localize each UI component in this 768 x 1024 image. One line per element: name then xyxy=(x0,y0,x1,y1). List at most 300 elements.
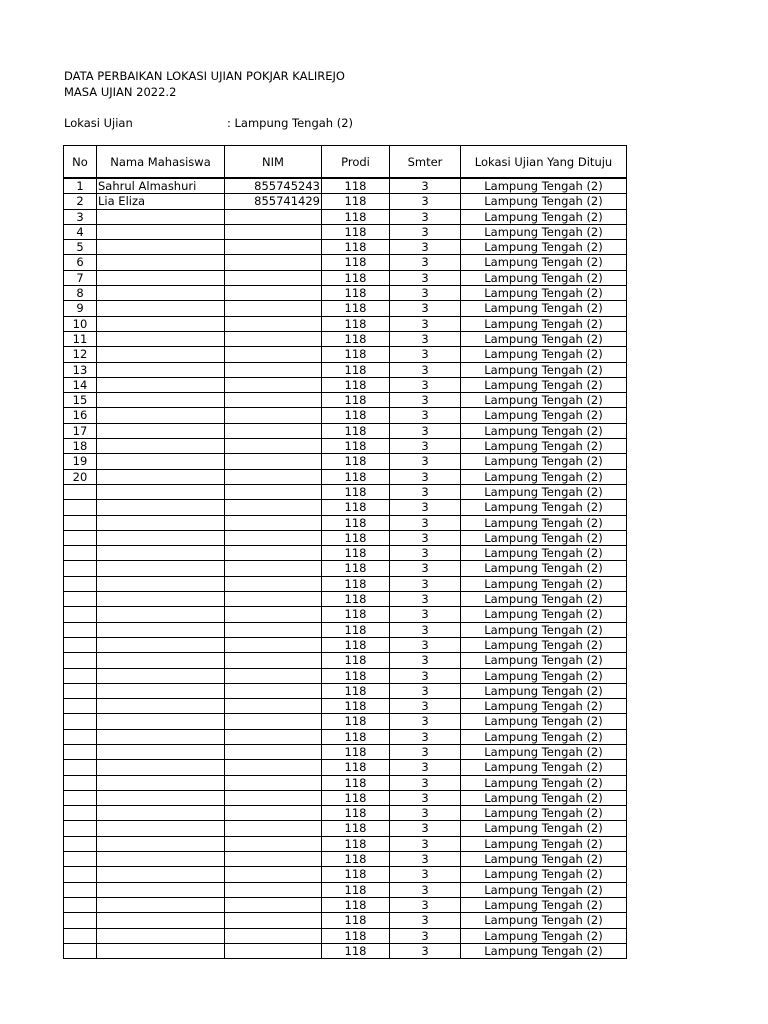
column-header-name: Nama Mahasiswa xyxy=(97,146,225,179)
cell-lokasi: Lampung Tengah (2) xyxy=(461,255,627,270)
cell-lokasi: Lampung Tengah (2) xyxy=(461,515,627,530)
cell-smter: 3 xyxy=(390,347,461,362)
cell-smter: 3 xyxy=(390,286,461,301)
cell-no xyxy=(64,882,97,897)
cell-name xyxy=(97,347,225,362)
cell-no xyxy=(64,913,97,928)
table-row xyxy=(64,622,627,637)
cell-smter: 3 xyxy=(390,622,461,637)
table-row xyxy=(64,240,627,255)
cell-prodi: 118 xyxy=(322,683,390,698)
cell-smter: 3 xyxy=(390,439,461,454)
cell-lokasi: Lampung Tengah (2) xyxy=(461,408,627,423)
cell-nim xyxy=(225,301,322,316)
table-row xyxy=(64,943,627,958)
cell-name xyxy=(97,255,225,270)
cell-nim xyxy=(225,515,322,530)
cell-nim xyxy=(225,637,322,652)
cell-no xyxy=(64,484,97,499)
table-row xyxy=(64,316,627,331)
table-row xyxy=(64,668,627,683)
table-row xyxy=(64,255,627,270)
cell-smter: 3 xyxy=(390,377,461,392)
cell-name xyxy=(97,423,225,438)
cell-prodi: 118 xyxy=(322,377,390,392)
cell-lokasi: Lampung Tengah (2) xyxy=(461,530,627,545)
cell-nim: 855741429 xyxy=(225,194,322,209)
cell-name xyxy=(97,775,225,790)
table-row xyxy=(64,331,627,346)
cell-no: 14 xyxy=(64,377,97,392)
cell-name xyxy=(97,224,225,239)
cell-nim xyxy=(225,928,322,943)
cell-nim xyxy=(225,836,322,851)
table-row xyxy=(64,347,627,362)
cell-name xyxy=(97,500,225,515)
cell-no xyxy=(64,515,97,530)
table-row xyxy=(64,913,627,928)
cell-smter: 3 xyxy=(390,331,461,346)
cell-lokasi: Lampung Tengah (2) xyxy=(461,790,627,805)
cell-nim xyxy=(225,347,322,362)
cell-nim xyxy=(225,500,322,515)
cell-name xyxy=(97,454,225,469)
cell-nim xyxy=(225,316,322,331)
cell-no: 19 xyxy=(64,454,97,469)
cell-smter: 3 xyxy=(390,913,461,928)
cell-nim xyxy=(225,882,322,897)
cell-name xyxy=(97,469,225,484)
cell-no xyxy=(64,714,97,729)
table-row xyxy=(64,744,627,759)
cell-lokasi: Lampung Tengah (2) xyxy=(461,897,627,912)
cell-prodi: 118 xyxy=(322,500,390,515)
cell-nim xyxy=(225,270,322,285)
cell-nim xyxy=(225,683,322,698)
table-row xyxy=(64,637,627,652)
table-row xyxy=(64,683,627,698)
cell-smter: 3 xyxy=(390,530,461,545)
cell-name xyxy=(97,439,225,454)
cell-no xyxy=(64,775,97,790)
table-row xyxy=(64,852,627,867)
cell-no: 5 xyxy=(64,240,97,255)
table-row xyxy=(64,270,627,285)
cell-nim xyxy=(225,592,322,607)
cell-no: 11 xyxy=(64,331,97,346)
cell-prodi: 118 xyxy=(322,714,390,729)
cell-no: 1 xyxy=(64,178,97,194)
cell-lokasi: Lampung Tengah (2) xyxy=(461,714,627,729)
cell-no xyxy=(64,592,97,607)
cell-no: 9 xyxy=(64,301,97,316)
cell-name xyxy=(97,484,225,499)
column-header-smter: Smter xyxy=(390,146,461,179)
table-row xyxy=(64,286,627,301)
cell-no: 13 xyxy=(64,362,97,377)
cell-smter: 3 xyxy=(390,821,461,836)
cell-nim xyxy=(225,867,322,882)
cell-no: 20 xyxy=(64,469,97,484)
cell-prodi: 118 xyxy=(322,469,390,484)
cell-smter: 3 xyxy=(390,408,461,423)
cell-prodi: 118 xyxy=(322,653,390,668)
cell-prodi: 118 xyxy=(322,439,390,454)
cell-no: 16 xyxy=(64,408,97,423)
cell-lokasi: Lampung Tengah (2) xyxy=(461,592,627,607)
cell-smter: 3 xyxy=(390,316,461,331)
cell-nim xyxy=(225,852,322,867)
cell-prodi: 118 xyxy=(322,561,390,576)
cell-lokasi: Lampung Tengah (2) xyxy=(461,423,627,438)
cell-no xyxy=(64,821,97,836)
cell-smter: 3 xyxy=(390,469,461,484)
table-row xyxy=(64,882,627,897)
cell-name xyxy=(97,408,225,423)
cell-no: 4 xyxy=(64,224,97,239)
cell-smter: 3 xyxy=(390,240,461,255)
cell-prodi: 118 xyxy=(322,393,390,408)
column-header-lokasi: Lokasi Ujian Yang Dituju xyxy=(461,146,627,179)
cell-prodi: 118 xyxy=(322,867,390,882)
cell-lokasi: Lampung Tengah (2) xyxy=(461,729,627,744)
cell-no xyxy=(64,668,97,683)
document-title: DATA PERBAIKAN LOKASI UJIAN POKJAR KALIREJO xyxy=(64,69,345,83)
cell-prodi: 118 xyxy=(322,194,390,209)
table-row xyxy=(64,821,627,836)
cell-smter: 3 xyxy=(390,607,461,622)
cell-prodi: 118 xyxy=(322,286,390,301)
cell-prodi: 118 xyxy=(322,178,390,194)
cell-smter: 3 xyxy=(390,224,461,239)
cell-no xyxy=(64,607,97,622)
cell-nim xyxy=(225,484,322,499)
cell-lokasi: Lampung Tengah (2) xyxy=(461,653,627,668)
table-row xyxy=(64,576,627,591)
cell-lokasi: Lampung Tengah (2) xyxy=(461,286,627,301)
cell-name xyxy=(97,515,225,530)
cell-smter: 3 xyxy=(390,714,461,729)
cell-smter: 3 xyxy=(390,836,461,851)
cell-name xyxy=(97,637,225,652)
cell-lokasi: Lampung Tengah (2) xyxy=(461,240,627,255)
cell-name xyxy=(97,240,225,255)
cell-lokasi: Lampung Tengah (2) xyxy=(461,668,627,683)
cell-no xyxy=(64,653,97,668)
cell-no xyxy=(64,637,97,652)
cell-nim xyxy=(225,377,322,392)
cell-no: 15 xyxy=(64,393,97,408)
cell-name xyxy=(97,530,225,545)
cell-prodi: 118 xyxy=(322,530,390,545)
cell-no xyxy=(64,928,97,943)
cell-smter: 3 xyxy=(390,882,461,897)
table-row xyxy=(64,377,627,392)
table-row xyxy=(64,790,627,805)
table-row xyxy=(64,515,627,530)
cell-smter: 3 xyxy=(390,362,461,377)
cell-no xyxy=(64,744,97,759)
table-row xyxy=(64,500,627,515)
cell-prodi: 118 xyxy=(322,484,390,499)
cell-smter: 3 xyxy=(390,255,461,270)
cell-name xyxy=(97,683,225,698)
cell-no: 17 xyxy=(64,423,97,438)
cell-no xyxy=(64,897,97,912)
cell-nim xyxy=(225,362,322,377)
table-row xyxy=(64,408,627,423)
cell-prodi: 118 xyxy=(322,744,390,759)
cell-smter: 3 xyxy=(390,637,461,652)
cell-name xyxy=(97,699,225,714)
cell-prodi: 118 xyxy=(322,224,390,239)
table-row xyxy=(64,928,627,943)
cell-nim xyxy=(225,454,322,469)
cell-nim xyxy=(225,408,322,423)
cell-name xyxy=(97,836,225,851)
cell-no xyxy=(64,760,97,775)
cell-no: 3 xyxy=(64,209,97,224)
cell-no: 8 xyxy=(64,286,97,301)
cell-no: 7 xyxy=(64,270,97,285)
cell-no xyxy=(64,683,97,698)
cell-smter: 3 xyxy=(390,393,461,408)
cell-prodi: 118 xyxy=(322,423,390,438)
cell-name xyxy=(97,821,225,836)
cell-smter: 3 xyxy=(390,928,461,943)
cell-no: 18 xyxy=(64,439,97,454)
cell-name xyxy=(97,393,225,408)
table-row xyxy=(64,423,627,438)
cell-name xyxy=(97,852,225,867)
cell-name: Sahrul Almashuri xyxy=(97,178,225,194)
cell-lokasi: Lampung Tengah (2) xyxy=(461,454,627,469)
cell-lokasi: Lampung Tengah (2) xyxy=(461,469,627,484)
cell-smter: 3 xyxy=(390,867,461,882)
cell-no: 12 xyxy=(64,347,97,362)
cell-smter: 3 xyxy=(390,668,461,683)
cell-prodi: 118 xyxy=(322,607,390,622)
cell-name xyxy=(97,622,225,637)
cell-name xyxy=(97,576,225,591)
cell-lokasi: Lampung Tengah (2) xyxy=(461,821,627,836)
cell-smter: 3 xyxy=(390,760,461,775)
cell-name xyxy=(97,362,225,377)
column-header-prodi: Prodi xyxy=(322,146,390,179)
cell-lokasi: Lampung Tengah (2) xyxy=(461,622,627,637)
cell-name xyxy=(97,913,225,928)
cell-prodi: 118 xyxy=(322,852,390,867)
cell-name xyxy=(97,653,225,668)
table-row xyxy=(64,592,627,607)
cell-prodi: 118 xyxy=(322,637,390,652)
cell-nim xyxy=(225,224,322,239)
cell-nim xyxy=(225,775,322,790)
cell-name xyxy=(97,928,225,943)
table-row xyxy=(64,836,627,851)
cell-lokasi: Lampung Tengah (2) xyxy=(461,775,627,790)
cell-no xyxy=(64,576,97,591)
cell-lokasi: Lampung Tengah (2) xyxy=(461,209,627,224)
cell-lokasi: Lampung Tengah (2) xyxy=(461,867,627,882)
cell-nim xyxy=(225,393,322,408)
cell-lokasi: Lampung Tengah (2) xyxy=(461,316,627,331)
table-row xyxy=(64,469,627,484)
column-header-nim: NIM xyxy=(225,146,322,179)
cell-name xyxy=(97,867,225,882)
table-body xyxy=(64,178,627,959)
cell-prodi: 118 xyxy=(322,836,390,851)
cell-no xyxy=(64,622,97,637)
cell-name xyxy=(97,270,225,285)
table-row xyxy=(64,484,627,499)
cell-smter: 3 xyxy=(390,744,461,759)
cell-lokasi: Lampung Tengah (2) xyxy=(461,637,627,652)
cell-name xyxy=(97,714,225,729)
cell-lokasi: Lampung Tengah (2) xyxy=(461,561,627,576)
cell-smter: 3 xyxy=(390,484,461,499)
cell-lokasi: Lampung Tengah (2) xyxy=(461,439,627,454)
cell-prodi: 118 xyxy=(322,790,390,805)
table-row xyxy=(64,775,627,790)
cell-prodi: 118 xyxy=(322,576,390,591)
table-row xyxy=(64,530,627,545)
cell-nim xyxy=(225,714,322,729)
cell-lokasi: Lampung Tengah (2) xyxy=(461,194,627,209)
cell-nim xyxy=(225,607,322,622)
cell-smter: 3 xyxy=(390,775,461,790)
cell-no xyxy=(64,546,97,561)
table-row xyxy=(64,806,627,821)
cell-name xyxy=(97,897,225,912)
cell-prodi: 118 xyxy=(322,806,390,821)
cell-smter: 3 xyxy=(390,683,461,698)
cell-prodi: 118 xyxy=(322,454,390,469)
cell-nim xyxy=(225,240,322,255)
cell-name xyxy=(97,331,225,346)
cell-name xyxy=(97,546,225,561)
cell-smter: 3 xyxy=(390,806,461,821)
cell-no xyxy=(64,836,97,851)
cell-name xyxy=(97,209,225,224)
cell-no xyxy=(64,500,97,515)
cell-smter: 3 xyxy=(390,790,461,805)
cell-smter: 3 xyxy=(390,423,461,438)
cell-smter: 3 xyxy=(390,209,461,224)
cell-prodi: 118 xyxy=(322,316,390,331)
cell-nim xyxy=(225,469,322,484)
table-row xyxy=(64,607,627,622)
table-row xyxy=(64,393,627,408)
cell-prodi: 118 xyxy=(322,347,390,362)
table-row xyxy=(64,439,627,454)
cell-lokasi: Lampung Tengah (2) xyxy=(461,852,627,867)
cell-name xyxy=(97,882,225,897)
cell-prodi: 118 xyxy=(322,362,390,377)
cell-no xyxy=(64,729,97,744)
cell-prodi: 118 xyxy=(322,240,390,255)
cell-smter: 3 xyxy=(390,943,461,958)
cell-smter: 3 xyxy=(390,500,461,515)
cell-lokasi: Lampung Tengah (2) xyxy=(461,331,627,346)
cell-smter: 3 xyxy=(390,301,461,316)
cell-name xyxy=(97,607,225,622)
cell-nim xyxy=(225,439,322,454)
cell-smter: 3 xyxy=(390,561,461,576)
cell-lokasi: Lampung Tengah (2) xyxy=(461,484,627,499)
cell-prodi: 118 xyxy=(322,775,390,790)
cell-nim xyxy=(225,760,322,775)
data-table xyxy=(63,145,627,959)
cell-no: 2 xyxy=(64,194,97,209)
table-row xyxy=(64,209,627,224)
cell-lokasi: Lampung Tengah (2) xyxy=(461,347,627,362)
cell-smter: 3 xyxy=(390,454,461,469)
cell-no xyxy=(64,561,97,576)
table-row xyxy=(64,561,627,576)
cell-prodi: 118 xyxy=(322,821,390,836)
cell-lokasi: Lampung Tengah (2) xyxy=(461,806,627,821)
cell-prodi: 118 xyxy=(322,729,390,744)
cell-nim xyxy=(225,729,322,744)
cell-name xyxy=(97,316,225,331)
cell-nim xyxy=(225,744,322,759)
cell-name xyxy=(97,729,225,744)
cell-prodi: 118 xyxy=(322,622,390,637)
cell-prodi: 118 xyxy=(322,668,390,683)
cell-nim xyxy=(225,897,322,912)
cell-nim xyxy=(225,699,322,714)
cell-lokasi: Lampung Tengah (2) xyxy=(461,362,627,377)
cell-prodi: 118 xyxy=(322,699,390,714)
cell-prodi: 118 xyxy=(322,331,390,346)
cell-prodi: 118 xyxy=(322,913,390,928)
cell-lokasi: Lampung Tengah (2) xyxy=(461,836,627,851)
cell-nim xyxy=(225,331,322,346)
cell-lokasi: Lampung Tengah (2) xyxy=(461,224,627,239)
cell-smter: 3 xyxy=(390,592,461,607)
cell-name xyxy=(97,301,225,316)
cell-lokasi: Lampung Tengah (2) xyxy=(461,760,627,775)
cell-nim xyxy=(225,821,322,836)
cell-lokasi: Lampung Tengah (2) xyxy=(461,270,627,285)
cell-name xyxy=(97,377,225,392)
cell-name xyxy=(97,760,225,775)
cell-no xyxy=(64,867,97,882)
cell-name: Lia Eliza xyxy=(97,194,225,209)
cell-nim xyxy=(225,622,322,637)
cell-name xyxy=(97,286,225,301)
cell-smter: 3 xyxy=(390,546,461,561)
cell-nim xyxy=(225,530,322,545)
cell-name xyxy=(97,561,225,576)
cell-name xyxy=(97,744,225,759)
cell-lokasi: Lampung Tengah (2) xyxy=(461,699,627,714)
table-row xyxy=(64,301,627,316)
cell-smter: 3 xyxy=(390,729,461,744)
cell-smter: 3 xyxy=(390,515,461,530)
cell-prodi: 118 xyxy=(322,943,390,958)
table-row xyxy=(64,194,627,209)
cell-smter: 3 xyxy=(390,178,461,194)
cell-nim xyxy=(225,913,322,928)
cell-lokasi: Lampung Tengah (2) xyxy=(461,377,627,392)
cell-nim xyxy=(225,943,322,958)
cell-name xyxy=(97,790,225,805)
table-row xyxy=(64,714,627,729)
cell-lokasi: Lampung Tengah (2) xyxy=(461,882,627,897)
cell-prodi: 118 xyxy=(322,546,390,561)
